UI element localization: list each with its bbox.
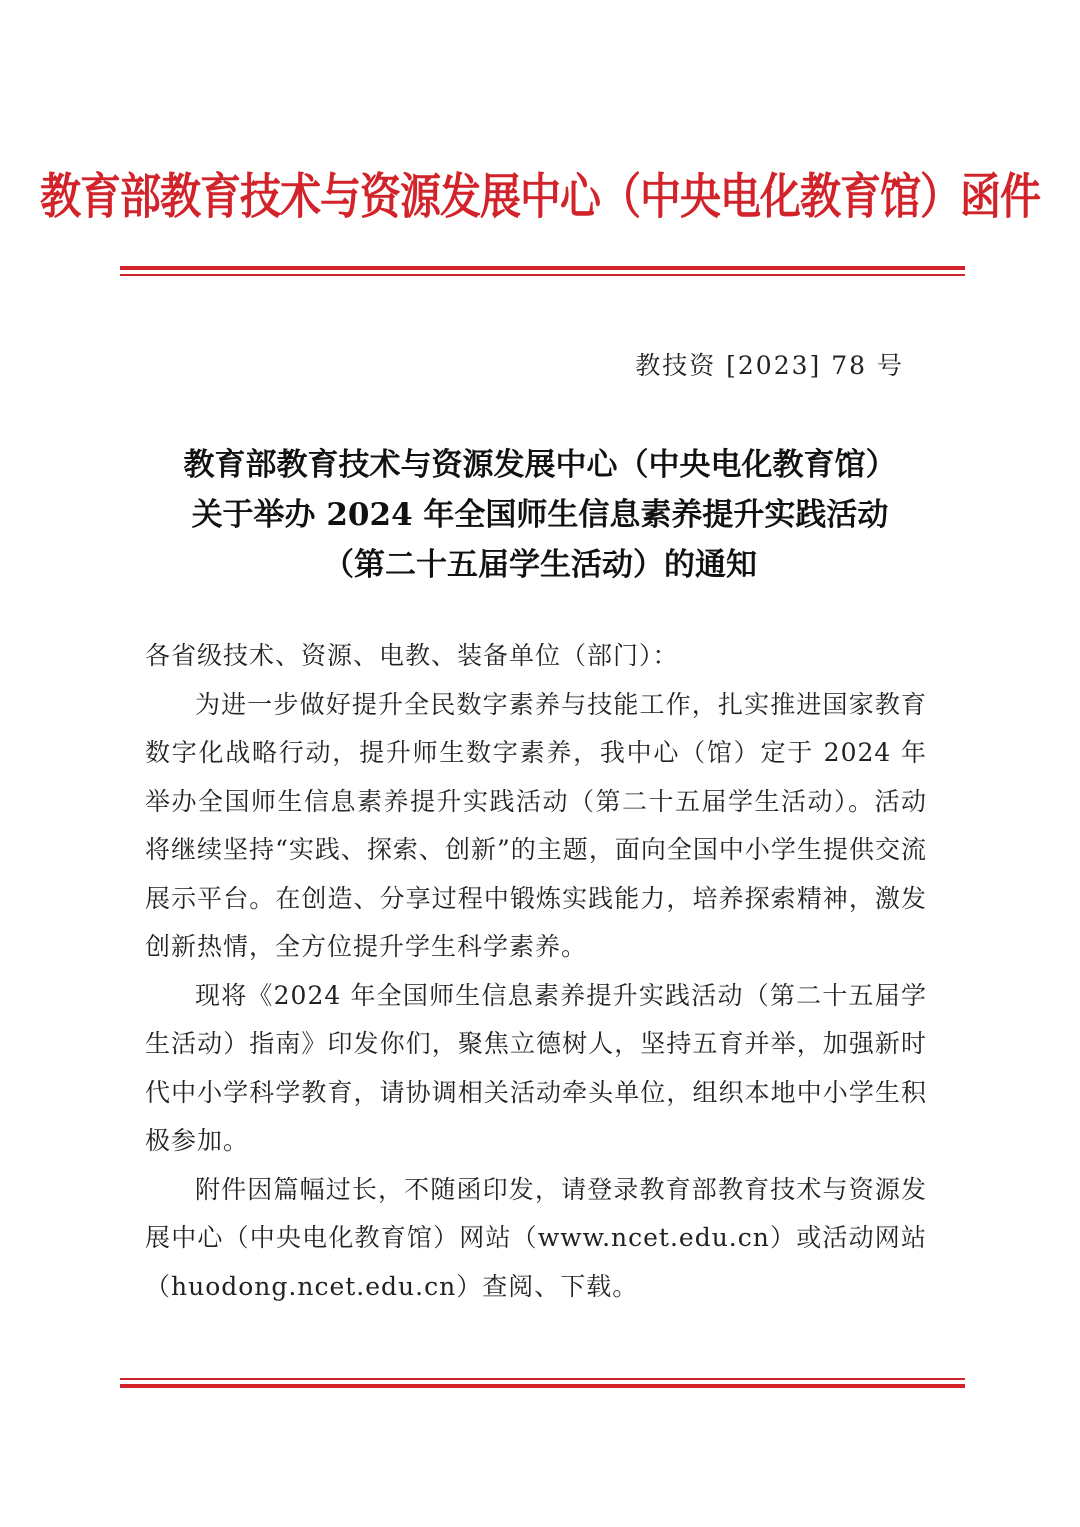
- divider-thin-line: [120, 1378, 965, 1380]
- body-paragraph: 为进一步做好提升全民数字素养与技能工作，扎实推进国家教育数字化战略行动，提升师生数字素养，我中心（馆）定于 2024 年举办全国师生信息素养提升实践活动（第二十五届学生活动）。活动将继续坚持“实践、探索、创新”的主题，面向全国中小学生提供交流展示平台。在创造、分享过程中锻炼实践能力，培养探索精神，激发创新热情，全方位提升学生科学素养。: [145, 689, 927, 961]
- footer-divider: [120, 1378, 965, 1388]
- body-paragraph: 现将《2024 年全国师生信息素养提升实践活动（第二十五届学生活动）指南》印发你们，聚焦立德树人，坚持五育并举，加强新时代中小学科学教育，请协调相关活动牵头单位，组织本地中小学生积极参加。: [145, 980, 927, 1155]
- salutation: 各省级技术、资源、电教、装备单位（部门）：: [145, 641, 679, 670]
- divider-thin-line: [120, 274, 965, 276]
- notice-title-line: 教育部教育技术与资源发展中心（中央电化教育馆）: [183, 447, 897, 483]
- divider-thick-line: [120, 1384, 965, 1388]
- letterhead-divider: [120, 266, 965, 276]
- document-number: 教技资 [2023] 78 号: [635, 351, 904, 380]
- notice-title-line: （第二十五届学生活动）的通知: [323, 547, 757, 583]
- letterhead-title: 教育部教育技术与资源发展中心（中央电化教育馆）函件: [40, 168, 1040, 225]
- body-paragraph: 附件因篇幅过长，不随函印发，请登录教育部教育技术与资源发展中心（中央电化教育馆）网站（www.ncet.edu.cn）或活动网站（huodong.ncet.edu.cn）查阅、下载。: [145, 1174, 927, 1301]
- notice-title: [0, 440, 1080, 590]
- divider-thick-line: [120, 266, 965, 270]
- notice-title-line: 关于举办 2024 年全国师生信息素养提升实践活动: [191, 497, 889, 533]
- notice-body: [145, 632, 927, 1311]
